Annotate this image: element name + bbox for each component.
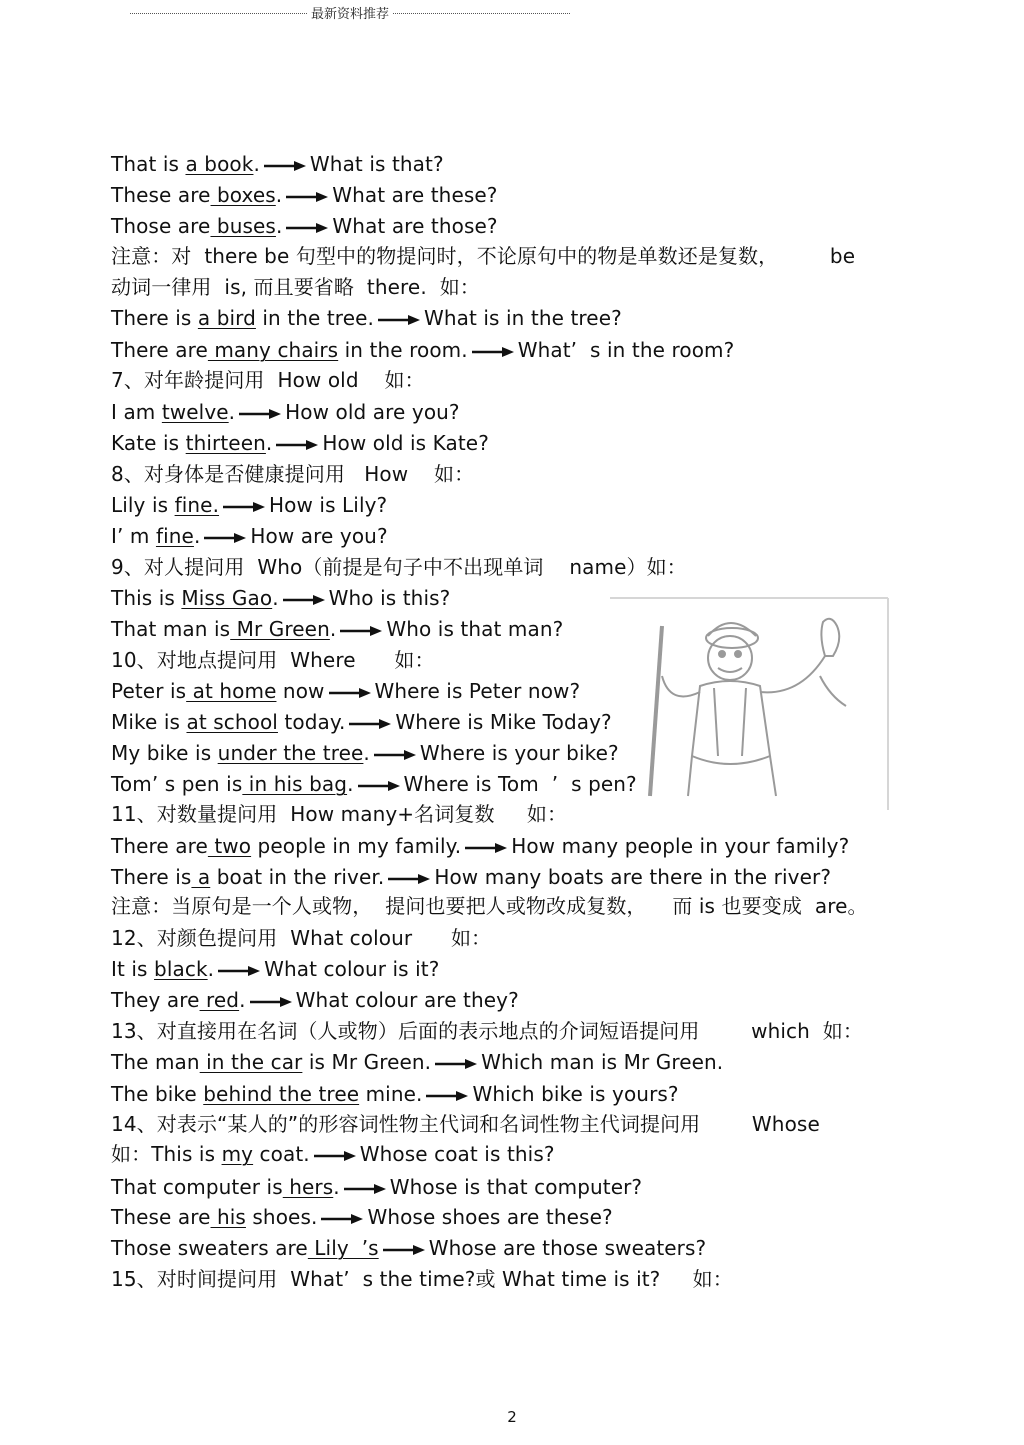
text-segment: That man is	[111, 617, 231, 641]
underlined-phrase: boxes	[210, 183, 276, 207]
text-line	[111, 831, 849, 862]
text-segment: What is in the tree?	[423, 306, 622, 330]
underlined-phrase: many chairs	[207, 338, 339, 362]
underlined-phrase: twelve	[161, 400, 229, 424]
arrow-right-icon	[223, 501, 265, 513]
text-segment: 9、对人提问用 Who（前提是句子中不出现单词 name）如：	[111, 555, 687, 579]
arrow-right-icon	[378, 314, 420, 326]
page-header	[130, 2, 570, 22]
arrow-right-icon	[383, 1244, 425, 1256]
text-line	[111, 985, 519, 1016]
underlined-phrase: Lily ’s	[307, 1236, 379, 1260]
text-segment: Peter is	[111, 679, 187, 703]
text-segment: There is	[111, 306, 198, 330]
text-segment: 12、对颜色提问用 What colour 如：	[111, 926, 492, 950]
text-segment: These are	[111, 183, 211, 207]
text-segment: boat in the river.	[210, 865, 385, 889]
text-line	[111, 1139, 555, 1170]
text-line	[111, 490, 387, 521]
text-segment: This is	[111, 586, 182, 610]
text-segment: What’ s in the room?	[517, 338, 735, 362]
arrow-right-icon	[218, 965, 260, 977]
text-segment: Mike is	[111, 710, 187, 734]
text-line	[111, 303, 622, 334]
text-segment: .	[253, 152, 260, 176]
underlined-phrase: at school	[186, 710, 278, 734]
text-line	[111, 1016, 863, 1047]
arrow-right-icon	[465, 842, 507, 854]
underlined-phrase: under the tree	[217, 741, 364, 765]
text-segment: 如：This is	[111, 1142, 222, 1166]
text-segment: Where is Peter now?	[374, 679, 581, 703]
page-number: 2	[507, 1408, 517, 1426]
arrow-right-icon	[250, 996, 292, 1008]
arrow-right-icon	[435, 1058, 477, 1070]
text-line	[111, 1172, 642, 1203]
arrow-right-icon	[344, 1183, 386, 1195]
arrow-right-icon	[283, 594, 325, 606]
text-segment: people in my family.	[251, 834, 462, 858]
arrow-right-icon	[426, 1090, 468, 1102]
text-line	[111, 521, 388, 552]
text-line	[111, 923, 491, 954]
underlined-phrase: behind the tree	[203, 1082, 360, 1106]
arrow-right-icon	[329, 687, 371, 699]
text-segment: Who is this?	[328, 586, 451, 610]
underlined-phrase: buses	[210, 214, 276, 238]
arrow-right-icon	[286, 222, 328, 234]
text-segment: The man	[111, 1050, 200, 1074]
text-segment: 14、对表示“某人的”的形容词性物主代词和名词性物主代词提问用 Whose	[111, 1112, 820, 1136]
text-segment: .	[272, 586, 279, 610]
text-line	[111, 1264, 733, 1295]
arrow-right-icon	[321, 1213, 363, 1225]
underlined-phrase: at home	[186, 679, 277, 703]
text-segment: 13、对直接用在名词（人或物）后面的表示地点的介词短语提问用 which 如：	[111, 1019, 863, 1043]
text-line	[111, 1047, 723, 1078]
arrow-right-icon	[374, 749, 416, 761]
text-segment: Which bike is yours?	[472, 1082, 679, 1106]
text-segment: Where is your bike?	[419, 741, 619, 765]
text-line	[111, 1233, 706, 1264]
text-line	[111, 583, 450, 614]
text-segment: These are	[111, 1205, 211, 1229]
text-segment: .	[207, 957, 215, 981]
text-segment: shoes.	[245, 1205, 318, 1229]
text-segment: .	[347, 772, 354, 796]
text-segment: .	[275, 183, 283, 207]
underlined-phrase: fine	[155, 524, 194, 548]
text-line	[111, 335, 734, 366]
text-segment: Tom’ s pen is	[111, 772, 243, 796]
text-segment: That computer is	[111, 1175, 283, 1199]
arrow-right-icon	[388, 873, 430, 885]
underlined-phrase: a bird	[197, 306, 256, 330]
arrow-right-icon	[349, 718, 391, 730]
text-line	[111, 149, 444, 180]
text-line	[111, 211, 498, 242]
underlined-phrase: in his bag	[242, 772, 348, 796]
text-line	[111, 676, 580, 707]
text-segment: Whose shoes are these?	[367, 1205, 613, 1229]
text-segment: coat.	[253, 1142, 310, 1166]
text-line	[111, 891, 868, 922]
text-line	[111, 180, 498, 211]
text-line	[111, 707, 612, 738]
underlined-phrase: Miss Gao	[181, 586, 273, 610]
text-line	[111, 799, 567, 830]
text-line	[111, 1202, 613, 1233]
arrow-right-icon	[239, 408, 281, 420]
text-segment: My bike is	[111, 741, 218, 765]
text-segment: 7、对年龄提问用 How old 如：	[111, 368, 425, 392]
arrow-right-icon	[264, 160, 306, 172]
text-segment: How many people in your family?	[511, 834, 850, 858]
underlined-phrase: a	[191, 865, 211, 889]
text-segment: Where is Tom ’ s pen?	[403, 772, 637, 796]
text-segment: is Mr Green.	[302, 1050, 432, 1074]
text-segment: What are these?	[332, 183, 498, 207]
text-segment: 15、对时间提问用 What’ s the time?或 What time is it? 如：	[111, 1267, 733, 1291]
text-segment: Whose is that computer?	[389, 1175, 643, 1199]
text-segment: Kate is	[111, 431, 186, 455]
underlined-phrase: my	[221, 1142, 254, 1166]
text-segment: How old are you?	[285, 400, 460, 424]
farmer-illustration	[610, 596, 890, 812]
underlined-phrase: red	[199, 988, 240, 1012]
text-segment: Those are	[111, 214, 211, 238]
text-segment: 动词一律用 is, 而且要省略 there. 如：	[111, 275, 480, 299]
text-segment: 11、对数量提问用 How many+名词复数 如：	[111, 802, 568, 826]
text-line	[111, 738, 619, 769]
text-segment: It is	[111, 957, 155, 981]
text-line	[111, 428, 489, 459]
text-segment: What colour is it?	[264, 957, 440, 981]
text-line	[111, 862, 831, 893]
text-segment: They are	[111, 988, 200, 1012]
text-line	[111, 954, 439, 985]
text-segment: Where is Mike Today?	[395, 710, 612, 734]
text-segment: The bike	[111, 1082, 204, 1106]
text-segment: That is	[111, 152, 186, 176]
text-segment: How are you?	[250, 524, 388, 548]
text-segment: in the tree.	[255, 306, 374, 330]
text-segment: .	[275, 214, 283, 238]
text-line	[111, 241, 855, 272]
underlined-phrase: his	[210, 1205, 246, 1229]
text-line	[111, 1079, 679, 1110]
text-segment: in the room.	[338, 338, 468, 362]
text-line	[111, 552, 687, 583]
arrow-right-icon	[204, 532, 246, 544]
arrow-right-icon	[340, 625, 382, 637]
text-segment: Whose are those sweaters?	[428, 1236, 707, 1260]
text-segment: mine.	[359, 1082, 423, 1106]
underlined-phrase: fine.	[174, 493, 220, 517]
text-line	[111, 397, 460, 428]
text-segment: Who is that man?	[386, 617, 564, 641]
text-segment: .	[265, 431, 273, 455]
text-segment: now	[276, 679, 325, 703]
text-line	[111, 272, 480, 303]
arrow-right-icon	[358, 780, 400, 792]
text-segment: .	[239, 988, 246, 1012]
text-line	[111, 769, 637, 800]
text-segment: 8、对身体是否健康提问用 How 如：	[111, 462, 475, 486]
text-segment: I am	[111, 400, 162, 424]
text-segment: Lily is	[111, 493, 175, 517]
header-title: 最新资料推荐	[311, 6, 390, 22]
text-line	[111, 459, 474, 490]
underlined-phrase: Mr Green	[230, 617, 330, 641]
text-segment: .	[333, 1175, 340, 1199]
text-segment: .	[193, 524, 201, 548]
arrow-right-icon	[276, 439, 318, 451]
text-line	[111, 1109, 820, 1140]
text-segment: .	[329, 617, 337, 641]
text-segment: 注意：对 there be 句型中的物提问时，不论原句中的物是单数还是复数， be	[111, 244, 856, 268]
underlined-phrase: in the car	[199, 1050, 303, 1074]
arrow-right-icon	[472, 346, 514, 358]
text-segment: What colour are they?	[295, 988, 519, 1012]
underlined-phrase: black	[154, 957, 208, 981]
text-segment: .	[228, 400, 236, 424]
underlined-phrase: two	[207, 834, 252, 858]
text-segment: Which man is Mr Green.	[481, 1050, 724, 1074]
underlined-phrase: thirteen	[185, 431, 266, 455]
text-segment: today.	[277, 710, 346, 734]
text-segment: How old is Kate?	[322, 431, 489, 455]
text-segment: There are	[111, 834, 208, 858]
arrow-right-icon	[286, 191, 328, 203]
text-segment: There are	[111, 338, 208, 362]
arrow-right-icon	[314, 1150, 356, 1162]
text-segment: 10、对地点提问用 Where 如：	[111, 648, 435, 672]
text-line	[111, 645, 435, 676]
text-segment: How is Lily?	[269, 493, 388, 517]
text-segment: Those sweaters are	[111, 1236, 308, 1260]
text-segment: I’ m	[111, 524, 156, 548]
text-segment: Whose coat is this?	[359, 1142, 555, 1166]
text-segment: How many boats are there in the river?	[434, 865, 832, 889]
text-segment: 注意：当原句是一个人或物， 提问也要把人或物改成复数， 而 is 也要变成 are。	[111, 894, 868, 918]
underlined-phrase: a book	[185, 152, 254, 176]
text-segment: What are those?	[332, 214, 498, 238]
underlined-phrase: hers	[282, 1175, 334, 1199]
text-segment: There is	[111, 865, 192, 889]
text-segment: What is that?	[309, 152, 444, 176]
text-segment: .	[363, 741, 370, 765]
text-line	[111, 365, 425, 396]
text-line	[111, 614, 563, 645]
